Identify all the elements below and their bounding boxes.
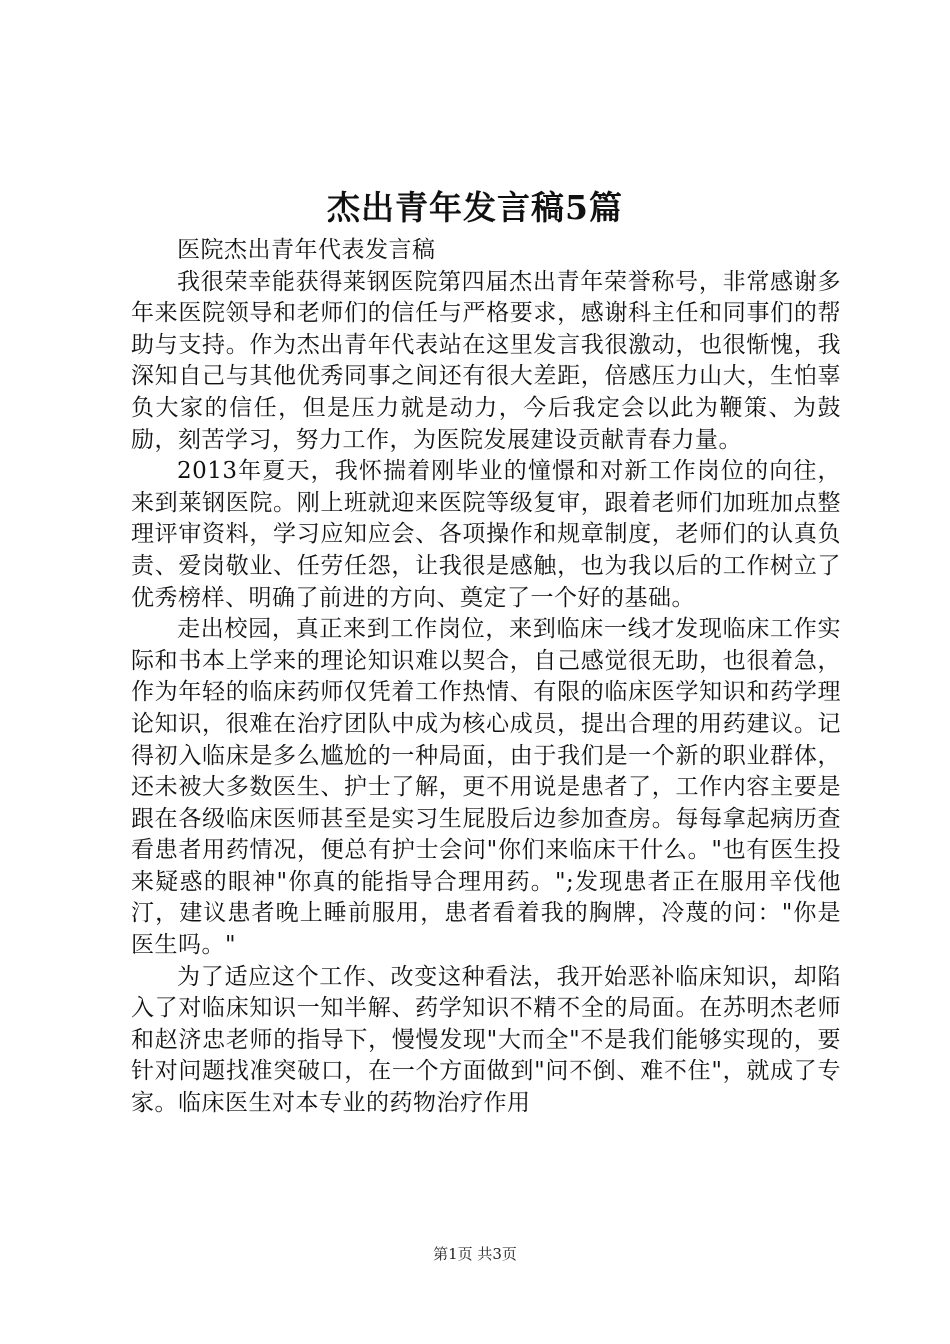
- paragraph: 为了适应这个工作、改变这种看法，我开始恶补临床知识，却陷入了对临床知识一知半解、药学知识不精不全的局面。在苏明杰老师和赵济忠老师的指导下，慢慢发现"大而全"不是我们能够实现的，要针对问题找准突破口，在一个方面做到"问不倒、难不住"，就成了专家。临床医生对本专业的药物治疗作用: [131, 963, 841, 1117]
- document-title: 杰出青年发言稿5篇: [327, 188, 623, 227]
- document-subtitle: 医院杰出青年代表发言稿: [177, 237, 436, 263]
- paragraph: 2013年夏天，我怀揣着刚毕业的憧憬和对新工作岗位的向往，来到莱钢医院。刚上班就迎来医院等级复审，跟着老师们加班加点整理评审资料，学习应知应会、各项操作和规章制度，老师们的认真负责、爱岗敬业、任劳任怨，让我很是感触，也为我以后的工作树立了优秀榜样、明确了前进的方向、奠定了一个好的基础。: [131, 458, 841, 611]
- paragraph: 走出校园，真正来到工作岗位，来到临床一线才发现临床工作实际和书本上学来的理论知识难以契合，自己感觉很无助，也很着急，作为年轻的临床药师仅凭着工作热情、有限的临床医学知识和药学理论知识，很难在治疗团队中成为核心成员，提出合理的用药建议。记得初入临床是多么尴尬的一种局面，由于我们是一个新的职业群体，还未被大多数医生、护士了解，更不用说是患者了，工作内容主要是跟在各级临床医师甚至是实习生屁股后边参加查房。每每拿起病历查看患者用药情况，便总有护士会问"你们来临床干什么。"也有医生投来疑惑的眼神"你真的能指导合理用药。";发现患者正在服用辛伐他汀，建议患者晚上睡前服用，患者看着我的胸牌，冷蔑的问："你是医生吗。": [131, 616, 841, 959]
- paragraph: 我很荣幸能获得莱钢医院第四届杰出青年荣誉称号，非常感谢多年来医院领导和老师们的信任与严格要求，感谢科主任和同事们的帮助与支持。作为杰出青年代表站在这里发言我很激动，也很惭愧，我深知自己与其他优秀同事之间还有很大差距，倍感压力山大，生怕辜负大家的信任，但是压力就是动力，今后我定会以此为鞭策、为鼓励，刻苦学习，努力工作，为医院发展建设贡献青春力量。: [131, 268, 841, 453]
- page-footer: 第1页 共3页: [433, 1245, 517, 1263]
- document-body: [131, 235, 841, 1120]
